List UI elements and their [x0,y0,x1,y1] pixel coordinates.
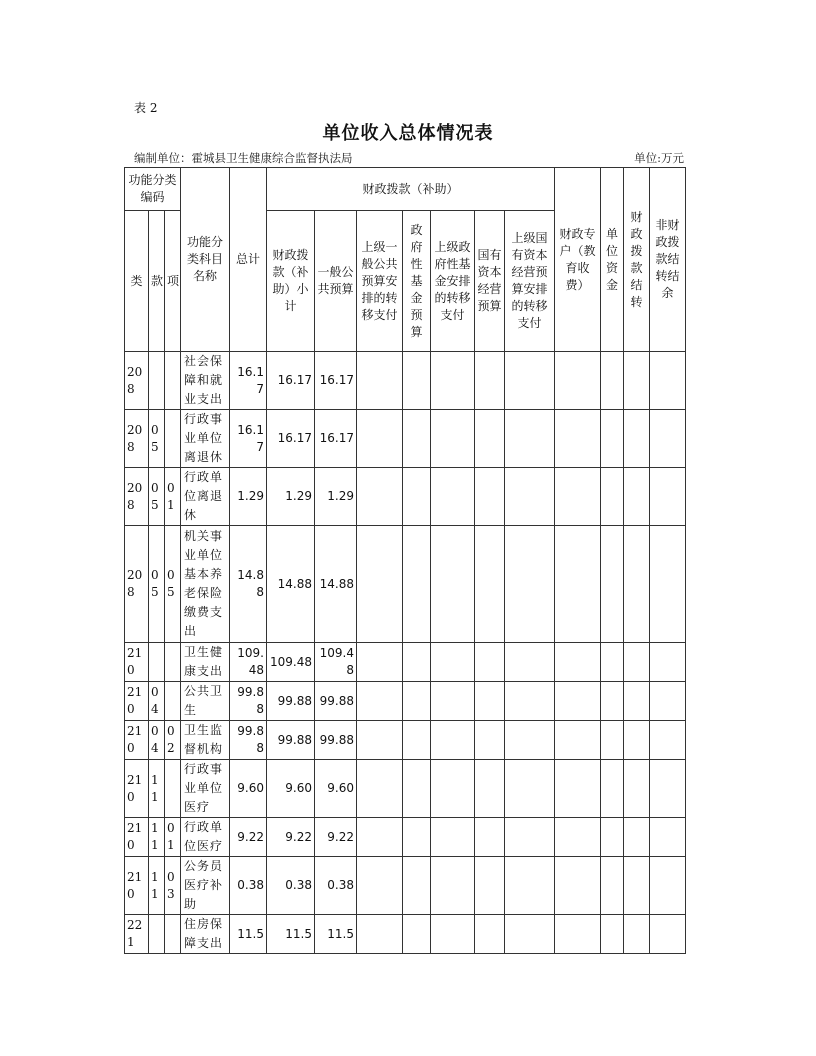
cell-total: 9.60 [230,760,267,818]
col-unit-funds: 单位资金 [601,168,624,352]
col-xiang: 项 [165,211,181,352]
cell-kuan [149,643,165,682]
cell-xiang [165,410,181,468]
cell-lei: 221 [125,915,149,954]
table-row [125,721,686,760]
col-kuan: 款 [149,211,165,352]
cell-kuan: 05 [149,526,165,643]
cell-lei: 210 [125,643,149,682]
table-row [125,760,686,818]
cell-name: 行政单位医疗 [181,818,230,857]
cell-name: 公共卫生 [181,682,230,721]
cell-lei: 208 [125,352,149,410]
cell-name: 行政事业单位医疗 [181,760,230,818]
col-lei: 类 [125,211,149,352]
income-table [124,167,686,954]
cell-total: 99.88 [230,721,267,760]
cell-general: 14.88 [315,526,357,643]
cell-total: 99.88 [230,682,267,721]
cell-lei: 208 [125,526,149,643]
cell-subtotal: 16.17 [267,410,315,468]
currency-unit: 单位:万元 [634,151,684,165]
cell-name: 卫生健康支出 [181,643,230,682]
col-upper-gov-fund: 上级政府性基金安排的转移支付 [431,211,475,352]
cell-lei: 210 [125,857,149,915]
table-row [125,526,686,643]
cell-name: 住房保障支出 [181,915,230,954]
cell-subtotal: 9.60 [267,760,315,818]
col-fin-subtotal: 财政拨款（补助）小计 [267,211,315,352]
cell-xiang [165,643,181,682]
cell-general: 9.22 [315,818,357,857]
cell-name: 公务员医疗补助 [181,857,230,915]
table-row [125,915,686,954]
cell-kuan [149,352,165,410]
cell-name: 机关事业单位基本养老保险缴费支出 [181,526,230,643]
table-row [125,352,686,410]
cell-kuan: 11 [149,818,165,857]
cell-subtotal: 99.88 [267,682,315,721]
cell-name: 卫生监督机构 [181,721,230,760]
cell-subtotal: 1.29 [267,468,315,526]
col-func-code: 功能分类编码 [125,168,181,211]
cell-general: 11.5 [315,915,357,954]
cell-kuan: 11 [149,857,165,915]
cell-xiang [165,352,181,410]
cell-kuan: 05 [149,410,165,468]
cell-subtotal: 14.88 [267,526,315,643]
col-func-name: 功能分类科目名称 [181,168,230,352]
cell-general: 16.17 [315,352,357,410]
cell-xiang [165,915,181,954]
table-row [125,468,686,526]
cell-total: 14.88 [230,526,267,643]
cell-total: 109.48 [230,643,267,682]
cell-lei: 208 [125,410,149,468]
col-state-capital: 国有资本经营预算 [475,211,505,352]
table-row [125,410,686,468]
cell-subtotal: 16.17 [267,352,315,410]
table-row [125,682,686,721]
col-upper-general: 上级一般公共预算安排的转移支付 [357,211,403,352]
cell-xiang [165,682,181,721]
cell-total: 1.29 [230,468,267,526]
table-row [125,643,686,682]
cell-kuan: 04 [149,721,165,760]
table-row [125,818,686,857]
col-upper-state-capital: 上级国有资本经营预算安排的转移支付 [505,211,555,352]
cell-xiang: 01 [165,818,181,857]
cell-total: 9.22 [230,818,267,857]
cell-kuan: 05 [149,468,165,526]
cell-kuan [149,915,165,954]
cell-general: 109.48 [315,643,357,682]
cell-lei: 210 [125,760,149,818]
col-fin-carryover: 财政拨款结转 [624,168,650,352]
cell-subtotal: 99.88 [267,721,315,760]
cell-xiang: 03 [165,857,181,915]
col-gov-fund: 政府性基金预算 [403,211,431,352]
cell-xiang: 02 [165,721,181,760]
page-title: 单位收入总体情况表 [322,123,494,144]
cell-total: 16.17 [230,410,267,468]
table-header [125,168,686,352]
cell-general: 99.88 [315,721,357,760]
cell-name: 社会保障和就业支出 [181,352,230,410]
cell-lei: 210 [125,818,149,857]
cell-xiang: 01 [165,468,181,526]
cell-total: 16.17 [230,352,267,410]
cell-kuan: 11 [149,760,165,818]
col-general: 一般公共预算 [315,211,357,352]
cell-kuan: 04 [149,682,165,721]
cell-subtotal: 9.22 [267,818,315,857]
cell-general: 9.60 [315,760,357,818]
table-row [125,857,686,915]
cell-subtotal: 109.48 [267,643,315,682]
col-total: 总计 [230,168,267,352]
cell-subtotal: 0.38 [267,857,315,915]
cell-general: 99.88 [315,682,357,721]
table-body [125,352,686,954]
table-number: 表 2 [134,101,158,115]
cell-general: 16.17 [315,410,357,468]
cell-xiang: 05 [165,526,181,643]
col-special-account: 财政专户（教育收费） [555,168,601,352]
cell-total: 11.5 [230,915,267,954]
cell-lei: 210 [125,682,149,721]
cell-lei: 210 [125,721,149,760]
cell-total: 0.38 [230,857,267,915]
cell-name: 行政单位离退休 [181,468,230,526]
cell-subtotal: 11.5 [267,915,315,954]
cell-lei: 208 [125,468,149,526]
cell-name: 行政事业单位离退休 [181,410,230,468]
col-nonfin-carryover: 非财政拨款结转结余 [650,168,686,352]
compiling-unit: 编制单位：霍城县卫生健康综合监督执法局 [134,151,353,165]
col-fin-group: 财政拨款（补助） [267,168,555,211]
cell-general: 1.29 [315,468,357,526]
cell-xiang [165,760,181,818]
cell-general: 0.38 [315,857,357,915]
